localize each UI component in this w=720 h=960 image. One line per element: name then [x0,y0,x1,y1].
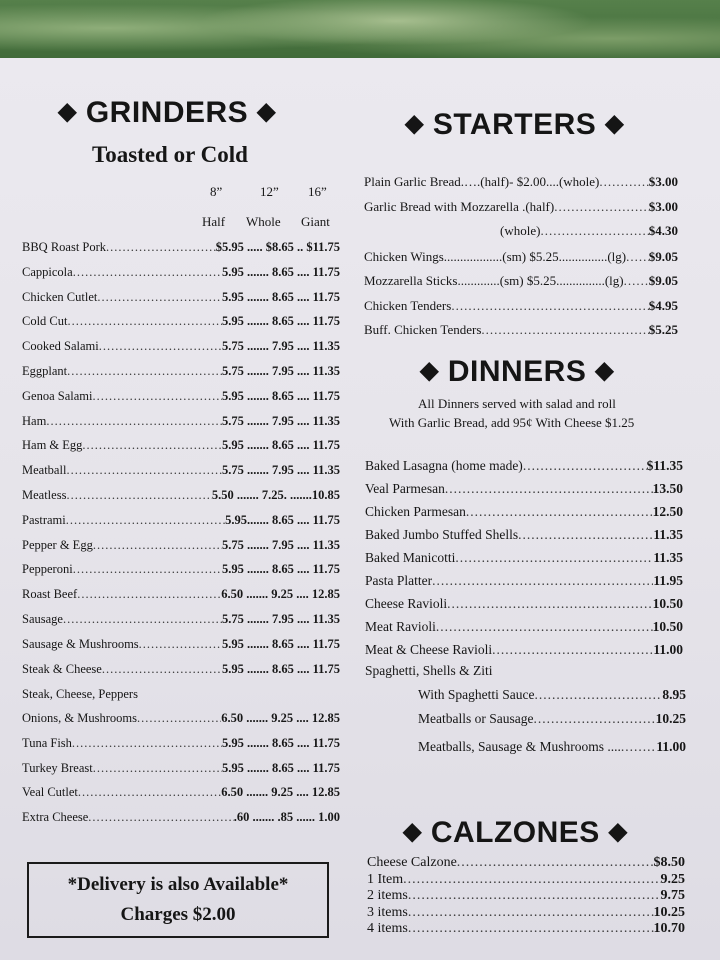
dot-leader [99,339,222,354]
grinder-row [22,562,340,577]
grinder-row-name: Sausage [22,612,63,626]
grinder-row-price: 5.95 ....... 8.65 .... 11.75 [221,735,340,750]
dinner-row [365,481,683,497]
grinder-row [22,314,340,329]
starter-row [500,223,678,239]
dot-leader [63,612,222,627]
starters-title: STARTERS [432,108,597,141]
diamond-icon: ◆ [420,357,439,384]
grinder-row-price: 5.75 ....... 7.95 .... 11.35 [221,612,340,626]
starter-row-price: $5.25 [648,322,678,337]
grinder-row [22,810,340,825]
dot-leader [432,573,653,589]
dot-leader [106,240,216,255]
dinner-row-price: $11.35 [646,458,683,473]
grinder-steak-line1 [22,687,138,702]
dot-leader [599,174,648,190]
dinner-row [365,504,683,520]
dinner-row [365,527,683,543]
grinder-row-name: Pepperoni [22,562,73,577]
grinder-row [22,265,340,280]
dinner-row-price: 11.00 [653,642,683,657]
calzone-row-name: 4 items [367,921,408,936]
dot-leader [408,888,661,904]
dot-leader [68,314,222,329]
dinner-row-name: Chicken Parmesan [365,504,466,519]
dinner-row-price: 11.95 [653,573,683,588]
size-half: Half [202,214,226,229]
grinder-row [22,761,340,776]
grinder-row [22,290,340,305]
calzone-row [367,872,685,888]
dinner-row [365,458,683,474]
grinder-row [22,364,340,379]
dot-leader [408,921,654,937]
dot-leader [436,619,653,635]
starter-row-name: Plain Garlic Bread.….(half)- $2.00....(whole) [364,174,600,189]
calzone-row-name: Cheese Calzone [367,855,457,870]
dot-leader [66,513,225,528]
diamond-icon: ◆ [257,98,276,125]
dinner-row [365,642,683,658]
grinder-row-name: Cold Cut [22,314,68,329]
starter-row-price: $3.00 [648,174,678,189]
grinder-row-name: Steak & Cheese [22,661,102,676]
calzone-row [367,921,685,937]
delivery-line1: *Delivery is also Available* [67,874,289,895]
dinner-row-name: Meat & Cheese Ravioli [365,642,493,657]
dot-leader [540,223,648,239]
starter-row [364,298,678,314]
grinder-row-price: 5.50 ....... 7.25. .......10.85 [211,488,340,502]
dot-leader [93,761,222,776]
grinder-row-price: 5.95 ....... 8.65 .... 11.75 [221,264,340,279]
grinder-row-price: 5.95 ....... 8.65 .... 11.75 [221,314,340,329]
grinder-row [22,339,340,354]
grinder-row [22,513,340,528]
dot-leader [445,481,653,497]
grinder-row [22,785,340,800]
starters-heading [405,108,624,142]
grinder-row-name: BBQ Roast Pork [22,240,107,254]
grinder-row [22,488,340,503]
calzone-row-name: 2 items [367,888,408,903]
starter-row-name: (whole) [500,223,541,238]
delivery-line2: Charges $2.00 [120,904,236,925]
grinder-row-price: 5.95....... 8.65 .... 11.75 [225,512,340,527]
grinder-row-name: Sausage & Mushrooms [22,636,139,651]
dot-leader [78,785,221,800]
delivery-box [27,862,329,938]
spaghetti-row-price: 10.25 [655,711,686,726]
dot-leader [408,905,654,921]
grinder-row [22,240,340,255]
starter-row-name: Buff. Chicken Tenders [364,322,482,337]
dinner-row [365,550,683,566]
calzone-row-name: 3 items [367,904,408,920]
dinners-heading [420,355,614,389]
dot-leader [447,596,653,612]
dinner-row [365,573,683,589]
grinder-row-price: 5.75 ....... 7.95 .... 11.35 [221,413,340,428]
grinder-row-name: Onions, & Mushrooms [22,711,137,725]
size-whole: Whole [246,214,281,229]
calzones-title: CALZONES [430,816,600,849]
spaghetti-row-name: With Spaghetti Sauce [418,687,535,702]
dinners-title: DINNERS [447,355,587,388]
dot-leader [77,587,221,602]
dinners-note1: All Dinners served with salad and roll [418,396,616,411]
grinder-row-price: 6.50 ....... 9.25 .... 12.85 [221,587,340,602]
grinder-row-price: 6.50 ....... 9.25 .... 12.85 [221,785,340,800]
menu-page [0,58,720,960]
dot-leader [455,550,653,566]
dot-leader [457,855,654,871]
starter-row-price: $4.95 [648,297,678,313]
grinder-row [22,463,340,478]
dinner-row-price: 11.35 [653,550,683,565]
grinder-row-name: Meatball [22,463,67,478]
starter-row [364,174,678,190]
grinder-row-price: 6.50 ....... 9.25 .... 12.85 [221,711,340,725]
starter-row [364,199,678,215]
spaghetti-row-price: 8.95 [662,687,686,702]
dot-leader [72,736,222,751]
grinder-row [22,662,340,677]
dinner-row-name: Meat Ravioli [365,619,436,634]
dinner-row-name: Veal Parmesan [365,481,445,496]
grinder-row [22,587,340,602]
grinder-row-name: Veal Cutlet [22,785,78,800]
dot-leader [518,527,653,543]
spaghetti-row [418,739,686,755]
grinder-row-name: Ham & Egg [22,438,83,453]
dot-leader [88,810,233,825]
calzone-row-price: 9.75 [660,888,685,903]
dot-leader [626,249,649,265]
starter-row-name: Chicken Wings..................(sm) $5.25...............(lg) [364,248,627,264]
diamond-icon: ◆ [608,818,628,845]
grinder-row-name: Ham [22,413,47,428]
spaghetti-row-name: Meatballs or Sausage [418,711,534,726]
calzone-row-name: 1 Item [367,871,404,887]
starter-row [364,273,678,289]
dot-leader [139,637,222,652]
starter-row [364,249,678,265]
calzone-row-price: $8.50 [653,855,685,870]
grinder-row-price: 5.95 ....... 8.65 .... 11.75 [221,760,340,775]
dinner-row [365,596,683,612]
dinner-row-price: 10.50 [652,619,683,634]
grinder-row-price: 5.75 ....... 7.95 .... 11.35 [221,339,340,354]
grinder-row [22,389,340,404]
dot-leader [66,488,211,503]
dot-leader [624,273,649,289]
dinner-name: Spaghetti, Shells & Ziti [365,663,493,678]
grinder-row-name: Cappicola [22,264,73,279]
grinder-row-name: Cooked Salami [22,339,99,354]
dot-leader [66,463,222,478]
grinder-row-name: Chicken Cutlet [22,289,98,304]
grinder-row-name: Extra Cheese [22,810,89,825]
diamond-icon: ◆ [405,110,424,137]
dinner-row-price: 12.50 [652,504,683,519]
grinder-name: Steak, Cheese, Peppers [22,687,138,701]
grinders-heading [58,96,276,130]
dinner-row [365,619,683,635]
size-16: 16” [308,184,327,199]
dot-leader [82,438,222,453]
starter-row-price: $9.05 [648,248,678,264]
dot-leader [102,662,222,677]
grinder-row [22,711,340,726]
grinder-row [22,637,340,652]
size-giant: Giant [301,214,330,229]
dinner-row-name: Baked Manicotti [365,550,456,565]
grinder-row-name: Pepper & Egg [22,537,93,552]
starter-row-name: Chicken Tenders [364,297,452,313]
starter-row-name: Mozzarella Sticks.............(sm) $5.25...............(lg) [364,273,624,288]
dinner-row-name: Pasta Platter [365,573,433,588]
spaghetti-row [418,687,686,703]
starter-row-name: Garlic Bread with Mozzarella .(half) [364,198,555,214]
dinner-row-price: 13.50 [652,481,683,496]
size-12: 12” [260,184,279,199]
dot-leader [621,739,657,755]
calzone-row [367,905,685,921]
dot-leader [73,265,222,280]
spaghetti-header [365,663,493,679]
calzone-row [367,855,685,871]
spaghetti-row-price: 11.00 [656,739,686,754]
diamond-icon: ◆ [605,110,625,137]
grinder-row-price: .60 ....... .85 ...... 1.00 [233,810,340,825]
calzones-heading [403,816,628,850]
dot-leader [533,711,655,727]
grinder-row-price: 5.95 ....... 8.65 .... 11.75 [221,562,340,577]
starter-row [364,322,678,338]
grinder-row-name: Genoa Salami [22,388,93,403]
dinner-row-name: Cheese Ravioli [365,596,448,611]
dot-leader [73,562,222,577]
grinder-row [22,736,340,751]
size-8: 8” [210,184,223,199]
dot-leader [67,364,222,379]
starter-row-price: $4.30 [648,223,678,238]
dot-leader [481,322,648,338]
dot-leader [403,872,660,888]
dot-leader [466,504,653,520]
grinder-row-name: Eggplant [22,364,68,378]
spaghetti-row-name: Meatballs, Sausage & Mushrooms .... [418,739,621,754]
dinners-note2: With Garlic Bread, add 95¢ With Cheese $1.25 [389,415,635,430]
dot-leader [92,389,221,404]
dot-leader [523,458,647,474]
dot-leader [451,298,648,314]
grinder-row-name: Meatless [22,488,67,502]
grinder-row-price: 5.95 ....... 8.65 .... 11.75 [221,388,340,403]
calzone-row-price: 10.25 [653,904,685,920]
dot-leader [534,687,662,703]
grinder-row [22,438,340,453]
calzone-row-price: 10.70 [653,921,685,936]
calzone-row [367,888,685,904]
grinder-row-name: Pastrami [22,512,66,527]
grinder-row [22,612,340,627]
grinder-row [22,538,340,553]
grinder-row-name: Roast Beef [22,587,78,602]
dot-leader [137,711,221,726]
grinder-row-price: 5.95 ....... 8.65 .... 11.75 [221,636,340,651]
grinders-title: GRINDERS [85,96,249,129]
spaghetti-row [418,711,686,727]
dot-leader [93,538,222,553]
grinder-row-price: 5.75 ....... 7.95 .... 11.35 [221,537,340,552]
grinder-row [22,414,340,429]
dot-leader [97,290,222,305]
grinder-row-price: 5.95 ....... 8.65 .... 11.75 [221,438,340,453]
grinder-row-price: $5.95 ..... $8.65 .. $11.75 [215,240,340,254]
diamond-icon: ◆ [58,98,77,125]
dot-leader [46,414,222,429]
calzone-row-price: 9.25 [660,871,685,887]
dinner-row-price: 11.35 [653,527,683,542]
starter-row-price: $3.00 [648,198,678,214]
dot-leader [492,642,653,658]
starter-row-price: $9.05 [648,273,678,288]
grinder-row-name: Turkey Breast [22,760,93,775]
dinner-row-price: 10.50 [652,596,683,611]
grinders-subtitle: Toasted or Cold [92,142,248,167]
dot-leader [554,199,649,215]
grinder-row-price: 5.95 ....... 8.65 .... 11.75 [221,289,340,304]
grinder-row-price: 5.95 ....... 8.65 .... 11.75 [221,661,340,676]
grinder-row-price: 5.75 ....... 7.95 .... 11.35 [221,364,340,378]
dinner-row-name: Baked Lasagna (home made) [365,458,523,473]
diamond-icon: ◆ [403,818,422,845]
diamond-icon: ◆ [595,357,615,384]
grinder-row-price: 5.75 ....... 7.95 .... 11.35 [221,463,340,478]
grinder-row-name: Tuna Fish [22,735,72,750]
dinner-row-name: Baked Jumbo Stuffed Shells [365,527,519,542]
